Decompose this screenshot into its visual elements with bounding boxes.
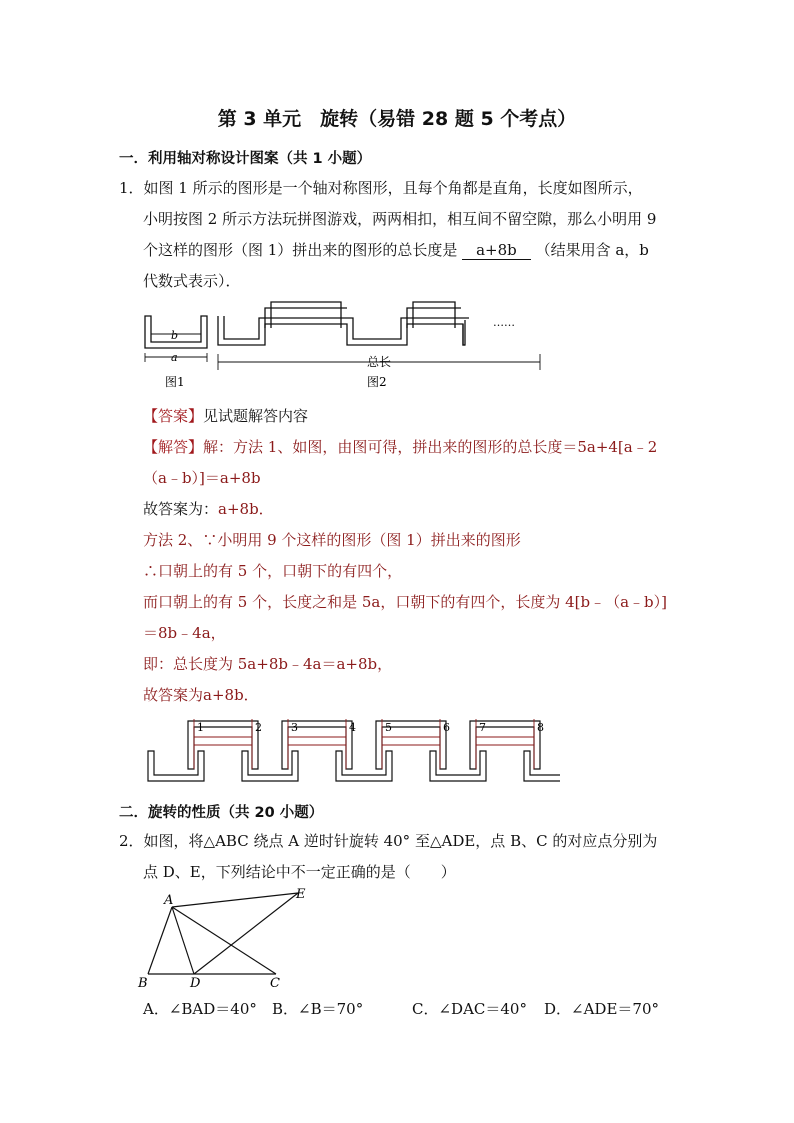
q1-line-2: 小明按图 2 所示方法玩拼图游戏，两两相扣，相互间不留空隙，那么小明用 9 [143, 210, 657, 228]
solution-s3-pre: 故答案为： [143, 500, 219, 518]
point-e: E [296, 887, 306, 902]
section-heading-1: 一．利用轴对称设计图案（共 1 小题） [119, 151, 372, 167]
fig2-label: 图2 [367, 375, 387, 389]
chain-number: 7 [479, 721, 486, 734]
solution-s4-pre: 方法 2、 [143, 531, 203, 549]
chain-piece-up [242, 751, 298, 781]
option-d[interactable]: D．∠ADE＝70° [544, 1000, 659, 1018]
solution-s9-pre: 故答案为 [143, 686, 204, 704]
answer-tag: 【答案】 [143, 407, 204, 425]
q1-figure-3 [140, 715, 560, 787]
solution-line-8: 即：总长度为 5a+8b﹣4a＝a+8b， [143, 655, 393, 673]
label-a: a [171, 351, 178, 364]
point-d: D [190, 976, 201, 991]
q1-answer-blank: a+8b [462, 241, 531, 260]
chain-number: 8 [537, 721, 544, 734]
solution-line-1 [143, 436, 657, 457]
label-b: b [171, 329, 179, 342]
option-a[interactable]: A．∠BAD＝40° [143, 1000, 257, 1018]
chain-piece-up [430, 751, 486, 781]
fig1-label: 图1 [165, 375, 185, 389]
chain-piece-up [148, 751, 204, 781]
solution-s3-val: a+8b． [218, 500, 274, 518]
solution-line-9 [143, 684, 259, 705]
solution-s4-red: ∵小明用 9 个这样的图形（图 1）拼出来的图形 [202, 531, 521, 549]
q2-line-1: 2．如图，将△ABC 绕点 A 逆时针旋转 40° 至△ADE，点 B、C 的对应点分别为 [119, 832, 658, 850]
option-c[interactable]: C．∠DAC＝40° [412, 1000, 527, 1018]
point-a: A [164, 893, 174, 908]
chain-number: 5 [385, 721, 392, 734]
point-b: B [138, 976, 148, 991]
q2-line-2: 点 D、E，下列结论中不一定正确的是（ ） [143, 863, 456, 881]
answer-line [143, 405, 308, 426]
option-b[interactable]: B．∠B＝70° [272, 1000, 364, 1018]
solution-s9-val: a+8b． [203, 686, 259, 704]
chain-number: 3 [291, 721, 298, 734]
point-c: C [270, 976, 280, 991]
chain-piece-up [336, 751, 392, 781]
solution-s1: 解：方法 1、如图，由图可得，拼出来的图形的总长度＝5a+4[a﹣2 [203, 438, 658, 456]
q1-line-3-pre: 个这样的图形（图 1）拼出来的图形的总长度是 [143, 241, 458, 259]
q1-line-3-post: （结果用含 a，b [535, 241, 649, 259]
q1-figures [135, 298, 555, 394]
answer-text: 见试题解答内容 [203, 407, 309, 425]
label-total: 总长 [367, 355, 392, 369]
ellipsis: …… [493, 316, 515, 329]
solution-line-7: ＝8b﹣4a， [143, 624, 226, 642]
q1-line-3 [143, 239, 649, 260]
chain-number: 2 [255, 721, 262, 734]
q1-line-1: 1．如图 1 所示的图形是一个轴对称图形，且每个角都是直角，长度如图所示， [119, 179, 643, 197]
solution-line-4 [143, 529, 521, 550]
solution-line-3 [143, 498, 274, 519]
q2-figure [130, 882, 330, 992]
page-title: 第 3 单元 旋转（易错 28 题 5 个考点） [217, 108, 577, 130]
solution-tag: 【解答】 [143, 438, 204, 456]
chain-number: 1 [197, 721, 204, 734]
section-heading-2: 二．旋转的性质（共 20 小题） [119, 805, 324, 821]
chain-piece-up [524, 751, 560, 781]
solution-line-5: ∴口朝上的有 5 个，口朝下的有四个， [143, 562, 403, 580]
solution-line-2: （a﹣b）]＝a+8b [143, 469, 261, 487]
chain-number: 6 [443, 721, 450, 734]
solution-line-6: 而口朝上的有 5 个，长度之和是 5a，口朝下的有四个，长度为 4[b﹣（a﹣b）] [143, 593, 667, 611]
q1-line-4: 代数式表示）． [143, 272, 241, 290]
chain-number: 4 [349, 721, 356, 734]
